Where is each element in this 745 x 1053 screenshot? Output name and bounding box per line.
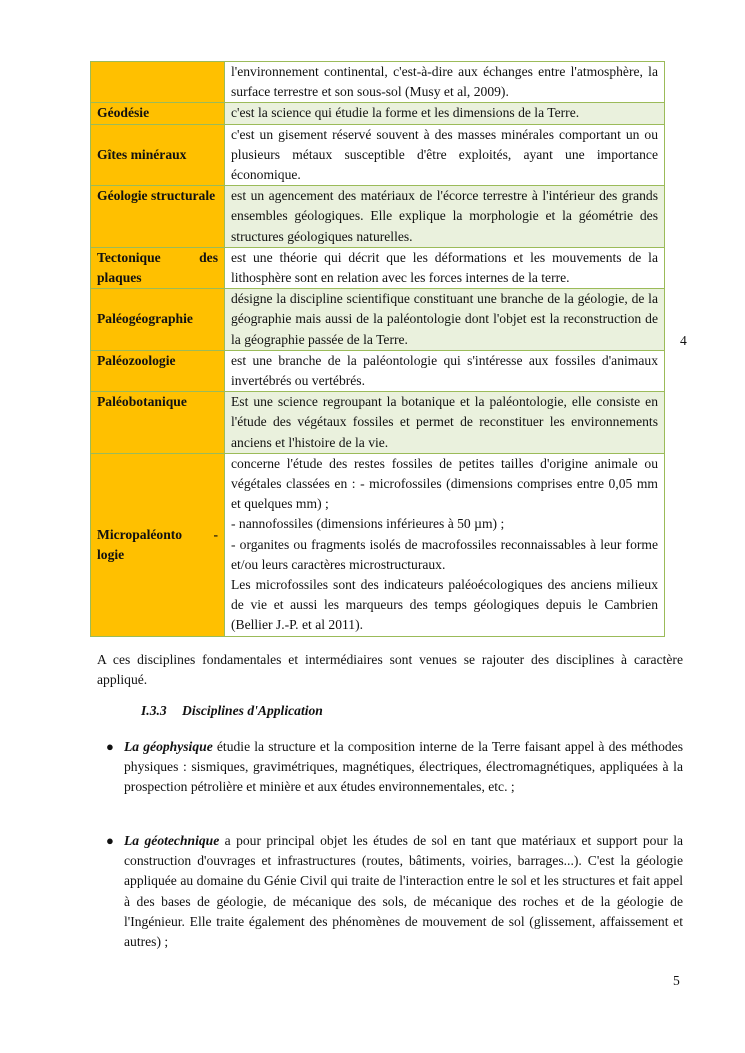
table-row <box>91 124 665 186</box>
table-row <box>91 62 665 103</box>
term-cell: Paléozoologie <box>91 350 225 391</box>
bullet-text: étudie la structure et la composition interne de la Terre faisant appel à des méthodes physiques : sismiques, gravimétriques, magnétiques, électriques, électromagnétiques, appliquées à la prospection pétrolière et minière et aux études environnementales, etc. ; <box>124 739 683 795</box>
term-cell: Gîtes minéraux <box>91 124 225 186</box>
definition-cell: désigne la discipline scientifique constituant une branche de la géologie, de la géographie mais aussi de la paléontologie dont l'objet est la reconstruction de la géographie passée de la Terre. <box>225 289 665 351</box>
bullet-item <box>106 737 683 798</box>
definition-cell: c'est un gisement réservé souvent à des masses minérales comportant un ou plusieurs métaux susceptible d'être exploités, ayant une importance économique. <box>225 124 665 186</box>
term-cell: Paléobotanique <box>91 392 225 454</box>
definition-cell: l'environnement continental, c'est-à-dire aux échanges entre l'atmosphère, la surface terrestre et son sous-sol (Musy et al, 2009). <box>225 62 665 103</box>
bullet-text: a pour principal objet les études de sol en tant que matériaux et support pour la construction d'ouvrages et infrastructures (routes, bâtiments, voiries, barrages...). C'est la géologie appliquée au domaine du Génie Civil qui traite de l'interaction entre le sol et les structures et fait appel à des bases de géologie, de mécanique des sols, de mécanique des roches et de la géologie de l'Ingénieur. Elle traite également des phénomènes de mouvement de sol (glissement, affaissement et autres) ; <box>124 833 684 950</box>
term-cell: Géologie structurale <box>91 186 225 248</box>
side-page-number: 4 <box>680 333 687 348</box>
definition-cell: c'est la science qui étudie la forme et les dimensions de la Terre. <box>225 103 665 124</box>
section-title: Disciplines d'Application <box>182 703 323 718</box>
table-row <box>91 453 665 636</box>
definition-paragraph: - organites ou fragments isolés de macrofossiles reconnaissables à leur forme et/ou leurs caractères microstructuraux. <box>231 536 658 572</box>
bullet-icon: ● <box>106 833 114 848</box>
term-line: logie <box>97 546 125 562</box>
bullet-term: La géophysique <box>124 739 213 754</box>
definition-cell: est une théorie qui décrit que les déformations et les mouvements de la lithosphère sont en relation avec les forces internes de la terre. <box>225 247 665 288</box>
term-cell: Paléogéographie <box>91 289 225 351</box>
table-row <box>91 350 665 391</box>
bullet-item <box>106 831 684 952</box>
definition-cell: est une branche de la paléontologie qui s'intéresse aux fossiles d'animaux invertébrés ou vertébrés. <box>225 350 665 391</box>
term-cell: Tectonique des plaques <box>91 247 225 288</box>
definition-cell: Est une science regroupant la botanique et la paléontologie, elle consiste en l'étude des végétaux fossiles et permet de reconstituer les environnements anciens et l'histoire de la vie. <box>225 392 665 454</box>
definition-cell: est un agencement des matériaux de l'écorce terrestre à l'intérieur des grands ensembles géologiques. Elle explique la morphologie et la géométrie des structures géologiques naturelles. <box>225 186 665 248</box>
definition-paragraph: Les microfossiles sont des indicateurs paléoécologiques des anciens milieux de vie et aussi les marqueurs des temps géologiques depuis le Cambrien (Bellier J.-P. et al 2011). <box>231 577 658 633</box>
definition-paragraph: - nannofossiles (dimensions inférieures à 50 µm) ; <box>231 516 505 532</box>
table-row <box>91 392 665 454</box>
table-row <box>91 103 665 124</box>
intro-paragraph: A ces disciplines fondamentales et intermédiaires sont venues se rajouter des disciplines à caractère appliqué. <box>97 652 683 688</box>
definition-cell <box>225 453 665 636</box>
term-cell: Géodésie <box>91 103 225 124</box>
term-cell <box>91 62 225 103</box>
term-cell <box>91 453 225 636</box>
table-row <box>91 186 665 248</box>
definitions-table <box>90 61 665 637</box>
section-heading <box>141 703 323 719</box>
page-number: 5 <box>673 973 680 988</box>
section-number: I.3.3 <box>141 703 167 718</box>
table-row <box>91 247 665 288</box>
term-line: Tectonique des <box>97 249 218 265</box>
bullet-icon: ● <box>106 739 114 754</box>
bullet-term: La géotechnique <box>124 833 220 848</box>
table-row <box>91 289 665 351</box>
term-line: Micropaléonto - <box>97 526 218 542</box>
definition-paragraph: concerne l'étude des restes fossiles de petites tailles d'origine animale ou végétales classées en : - microfossiles (dimensions comprises entre 0,05 mm et quelques mm) ; <box>231 455 658 512</box>
